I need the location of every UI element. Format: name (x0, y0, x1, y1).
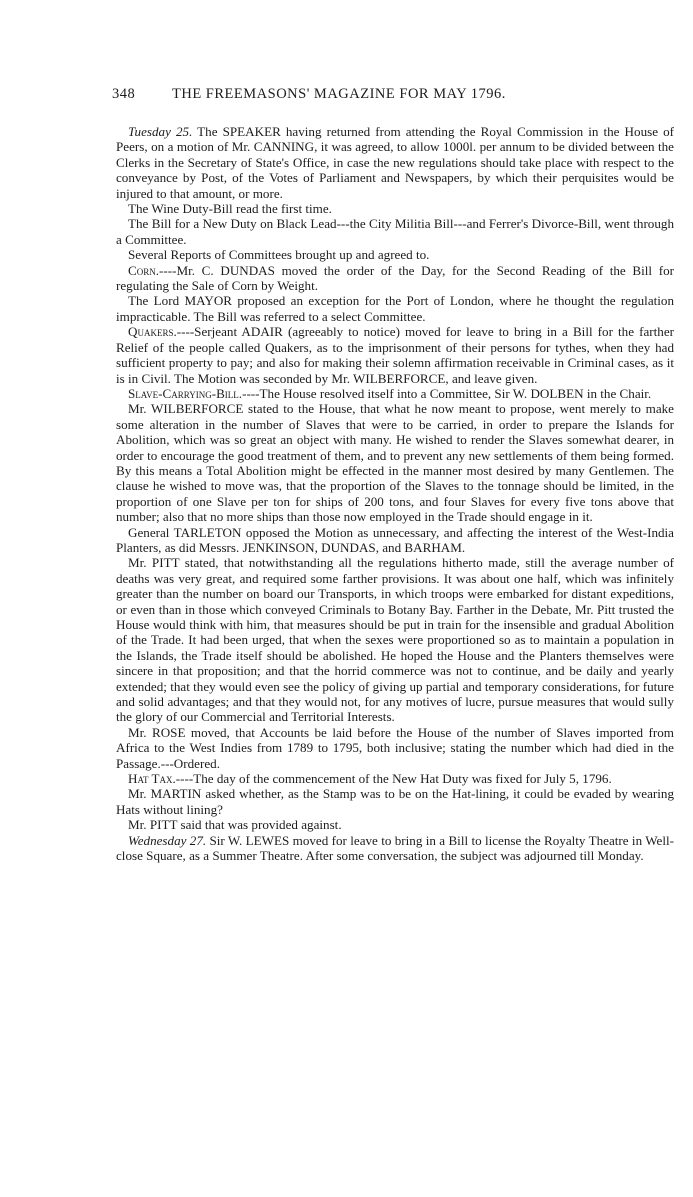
page-number: 348 (112, 86, 136, 102)
paragraph-7 (116, 324, 674, 386)
paragraph-12 (116, 725, 674, 771)
paragraph-text: ----Mr. C. DUNDAS moved the order of the Day, for the Second Reading of the Bill for regulating the Sale of Corn by Weight. (116, 262, 674, 294)
paragraph-lead: Slave-Carrying-Bill. (128, 385, 243, 401)
paragraph-10 (116, 525, 674, 556)
paragraph-6 (116, 293, 674, 324)
paragraph-text: General TARLETON opposed the Motion as unnecessary, and affecting the interest of the West-India Planters, as did Messrs. JENKINSON, DUNDAS, and BARHAM. (116, 524, 674, 555)
paragraph-11 (116, 555, 674, 724)
paragraph-lead: Quakers. (128, 324, 177, 340)
paragraph-13 (116, 771, 674, 786)
paragraph-text: ----The day of the commencement of the New Hat Duty was fixed for July 5, 1796. (175, 771, 612, 787)
paragraph-text: Mr. WILBERFORCE stated to the House, that what he now meant to propose, went merely to make some alteration in the number of Slaves that were to be carried, in order to prepare the Islands for Abolition, which was so great an object with many. He wished to render the Slaves somewhat dearer, in order to encourage the good treatment of them, and to prevent any new settlements of them being formed. By this means a Total Abolition might be effected in the manner most desired by many Gentlemen. The clause he wished to move was, that the proportion of the Slaves to the tonnage should be limited, in the proportion of one Slave per ton for ships of 200 tons, and four Slaves for every five tons above that number; also that no more ships than those now employed in the Trade should engage in it. (116, 401, 674, 525)
paragraph-text: The Lord MAYOR proposed an exception for the Port of London, where he thought the regulation impracticable. The Bill was referred to a select Committee. (116, 293, 674, 324)
paragraph-text: Sir W. LEWES moved for leave to bring in a Bill to license the Royalty Theatre in Well-close Square, as a Summer Theatre. After some conversation, the subject was adjourned till Monday. (116, 832, 674, 864)
paragraph-2 (116, 201, 674, 216)
paragraph-lead: Wednesday 27. (128, 832, 207, 848)
paragraph-text: The Wine Duty-Bill read the first time. (128, 201, 332, 217)
paragraph-8 (116, 386, 674, 401)
paragraph-text: ----The House resolved itself into a Committee, Sir W. DOLBEN in the Chair. (242, 385, 652, 401)
article-body (116, 124, 674, 864)
paragraph-16 (116, 833, 674, 864)
paragraph-9 (116, 401, 674, 524)
paragraph-lead: Corn. (128, 262, 160, 278)
paragraph-15 (116, 817, 674, 832)
paragraph-text: Several Reports of Committees brought up and agreed to. (128, 247, 430, 263)
paragraph-text: Mr. MARTIN asked whether, as the Stamp was to be on the Hat-lining, it could be evaded by wearing Hats without lining? (116, 786, 674, 817)
paragraph-1 (116, 124, 674, 201)
running-header (112, 86, 598, 108)
paragraph-text: ----Serjeant ADAIR (agreeably to notice) moved for leave to bring in a Bill for the farther Relief of the people called Quakers, as to the imprisonment of their persons for tythes, when they had sufficient property to pay; and also for making their solemn affirmation receivable in Criminal cases, as it is in Civil. The Motion was seconded by Mr. WILBERFORCE, and leave given. (116, 324, 674, 386)
paragraph-3 (116, 216, 674, 247)
paragraph-4 (116, 247, 674, 262)
paragraph-lead: Hat Tax. (128, 771, 176, 787)
paragraph-text: The SPEAKER having returned from attending the Royal Commission in the House of Peers, on a motion of Mr. CANNING, it was agreed, to allow 1000l. per annum to be divided between the Clerks in the Secretary of State's Office, in case the new regulations should take place with respect to the conveyance by Post, of the Votes of Parliament and Newspapers, by which their perquisites would be injured to that amount, or more. (116, 124, 674, 201)
paragraph-text: The Bill for a New Duty on Black Lead---the City Militia Bill---and Ferrer's Divorce-Bill, went through a Committee. (116, 216, 674, 247)
paragraph-text: Mr. ROSE moved, that Accounts be laid before the House of the number of Slaves imported from Africa to the West Indies from 1789 to 1795, both inclusive; stating the number which had died in the Passage.---Ordered. (116, 724, 674, 771)
paragraph-14 (116, 786, 674, 817)
paragraph-text: Mr. PITT stated, that notwithstanding all the regulations hitherto made, still the average number of deaths was very great, and required some farther provisions. It was about one half, which was infinitely greater than the number on board our Transports, in which troops were embarked for distant expeditions, or even than in those which conveyed Criminals to Botany Bay. Farther in the Debate, Mr. Pitt trusted the House would think with him, that measures should be put in train for the insensible and gradual Abolition of the Trade. It had been urged, that when the sexes were proportioned so as to maintain a population in the Islands, the Trade itself should be abolished. He hoped the House and the Planters themselves were sincere in that proposition; and that the horrid commerce was not to continue, and be daily and yearly extended; that they would even see the policy of giving up partial and temporary considerations, for future and solid advantages; and that they would not, for any motives of lucre, pursue measures that would sully the glory of our Commercial and Territorial Interests. (116, 555, 674, 725)
paragraph-lead: Tuesday 25. (128, 124, 193, 139)
paragraph-text: Mr. PITT said that was provided against. (128, 817, 342, 833)
running-title: THE FREEMASONS' MAGAZINE FOR MAY 1796. (172, 86, 506, 102)
paragraph-5 (116, 263, 674, 294)
